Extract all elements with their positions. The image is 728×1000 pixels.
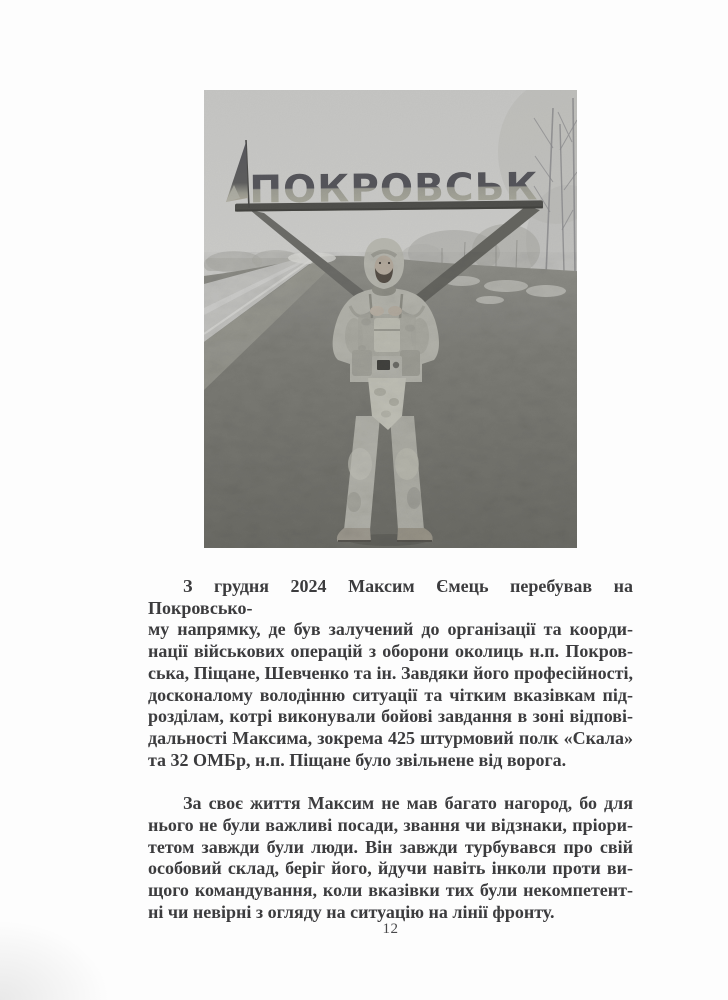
text-line: особовий склад, беріг його, йдучи навіть інколи проти ви- (148, 858, 633, 879)
paragraph (148, 793, 633, 923)
text-line: та 32 ОМБр, н.п. Піщане було звільнене від ворога. (148, 749, 567, 770)
text-line: З грудня 2024 Максим Ємець перебував на Покровсько- (148, 576, 633, 618)
text-line: нього не були важливі посади, звання чи відзнаки, пріори- (148, 815, 633, 836)
text-line: дальності Максима, зокрема 425 штурмовий полк «Скала» (148, 727, 633, 748)
film-grain (204, 90, 577, 548)
city-sign-text: ПОКРОВСЬК (249, 164, 531, 212)
text-line: нації військових операцій з оборони околиць н.п. Покров- (148, 641, 633, 662)
text-line: му напрямку, де був залучений до організації та коорди- (148, 619, 633, 640)
paragraph (148, 576, 633, 771)
text-line: ська, Піщане, Шевченко та ін. Завдяки його професійності, (148, 662, 633, 683)
text-line: тетом завжди були люди. Він завжди турбувався про свій (148, 836, 633, 857)
text-line: щого командування, коли вказівки тих були некомпетент- (148, 880, 633, 901)
soldier-photo (204, 90, 577, 548)
text-line: досконалому володінню ситуації та чітким вказівкам під- (148, 684, 633, 705)
text-line: розділам, котрі виконували бойові завдання в зоні відпові- (148, 706, 633, 727)
page-number: 12 (382, 921, 399, 937)
text-line: ні чи невірні з огляду на ситуацію на лінії фронту. (148, 901, 555, 922)
body-text (148, 576, 633, 924)
text-line: За своє життя Максим не мав багато нагород, бо для (183, 793, 633, 814)
